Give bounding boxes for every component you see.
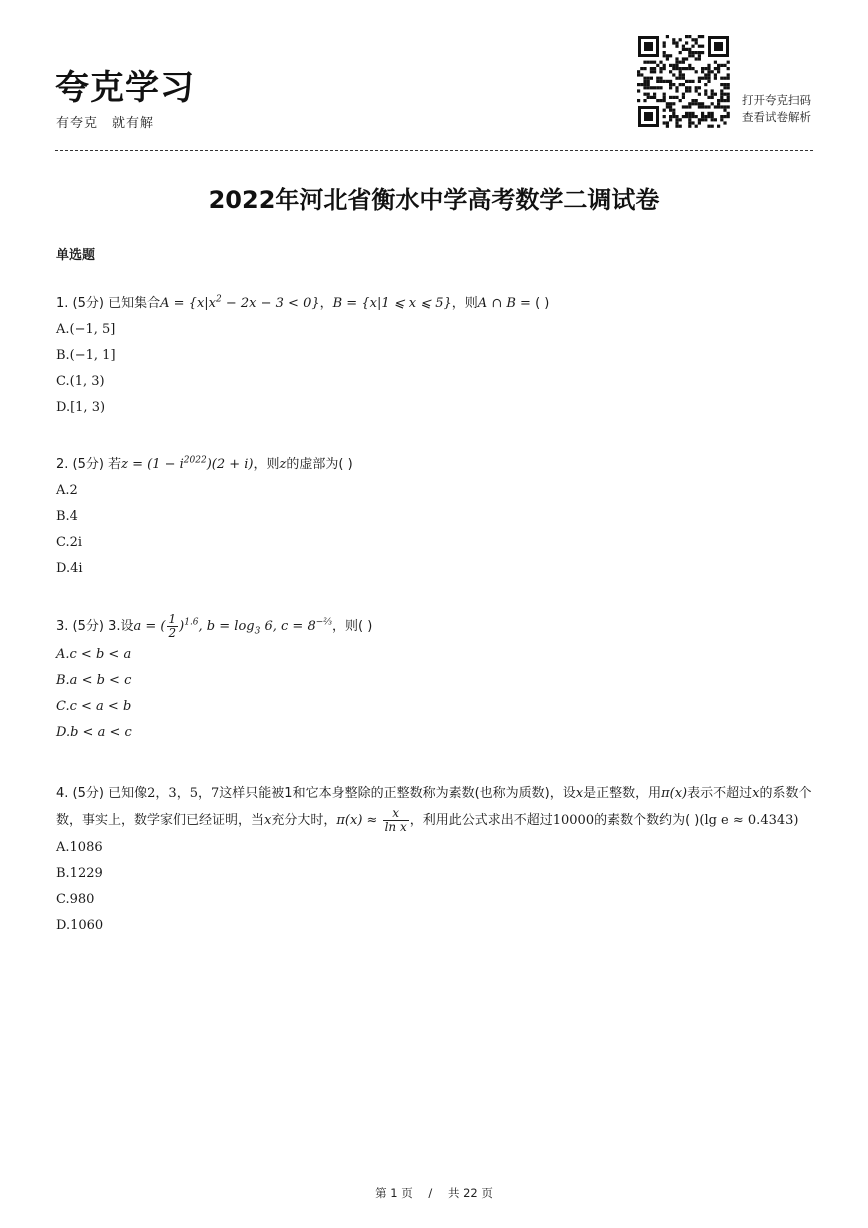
math-expr: a = ( $\frac{1}{2}$ )$^{1.6}$, $b = \log_3 6$, $c = 8^{-\frac{2}{3}}$ bbox=[133, 612, 332, 640]
qr-hint-line-1: 打开夸克扫码 bbox=[742, 93, 811, 107]
option-d[interactable]: D.1060 bbox=[56, 918, 104, 933]
stem-text: 这样只能被1和它本身整除的正整数称为素数(也称为质数)，设 bbox=[219, 786, 576, 801]
page-title: 2022年河北省衡水中学高考数学二调试卷 bbox=[208, 186, 660, 214]
math-expr: 5 bbox=[189, 786, 198, 801]
question-number: 1. bbox=[56, 296, 69, 311]
question-4 bbox=[56, 780, 816, 938]
question-stem bbox=[56, 612, 816, 642]
question-1 bbox=[56, 291, 816, 421]
page-footer bbox=[0, 1185, 868, 1201]
math-expr: π(x) ≈ bbox=[336, 813, 382, 828]
math-expr: x bbox=[752, 786, 760, 801]
math-expr: $z = (1 - i^{2022})(2 + i)$ bbox=[121, 455, 254, 472]
option-b[interactable]: B.(−1, 1] bbox=[56, 348, 116, 363]
header-divider bbox=[55, 150, 813, 151]
option-b[interactable]: B.4 bbox=[56, 509, 78, 524]
page-total: 共 22 页 bbox=[447, 1186, 493, 1200]
math-expr: $A = \{x|x^2 - 2x - 3 < 0\}$ bbox=[160, 294, 320, 311]
question-stem bbox=[56, 452, 816, 478]
page-separator: / bbox=[428, 1186, 433, 1200]
option-a[interactable]: A.1086 bbox=[56, 840, 103, 855]
stem-text: 已知像 bbox=[108, 786, 148, 801]
slogan bbox=[56, 112, 168, 131]
brand-logo-text: 夸克学习 bbox=[55, 68, 195, 108]
question-number: 3. bbox=[56, 619, 69, 634]
question-2 bbox=[56, 452, 816, 582]
question-number: 2. bbox=[56, 457, 69, 472]
math-expr: x bbox=[264, 813, 272, 828]
stem-text: 的系数个数，事实上，数学家们已经证明，当 bbox=[56, 786, 812, 828]
stem-text: 充分大时， bbox=[271, 813, 337, 828]
qr-hint bbox=[742, 92, 811, 126]
math-expr: 10000 bbox=[552, 813, 595, 828]
fraction: $\frac{x}{\text{ln x}}$ bbox=[384, 806, 407, 834]
math-expr: B = {x|1 ⩽ x ⩽ 5} bbox=[332, 296, 452, 311]
fraction: $\frac{1}{2}$ bbox=[168, 612, 177, 640]
stem-text: ，利用此公式求出不超过 bbox=[409, 813, 553, 828]
stem-text: ( ) bbox=[535, 296, 550, 311]
question-score: (5分) bbox=[72, 619, 104, 634]
question-number: 4. bbox=[56, 786, 69, 801]
slogan-part-1: 有夸克 bbox=[56, 116, 99, 131]
question-3 bbox=[56, 612, 816, 746]
math-expr: 3 bbox=[168, 786, 177, 801]
section-heading: 单选题 bbox=[56, 248, 96, 263]
stem-text: ， bbox=[319, 296, 333, 311]
qr-hint-line-2: 查看试卷解析 bbox=[742, 110, 811, 124]
option-d[interactable]: D.4i bbox=[56, 561, 83, 576]
option-a[interactable]: A.(−1, 5] bbox=[56, 322, 116, 337]
stem-text: 是正整数，用 bbox=[583, 786, 662, 801]
option-b[interactable]: B.1229 bbox=[56, 866, 103, 881]
stem-text: ，则 bbox=[451, 296, 478, 311]
question-score: (5分) bbox=[72, 457, 104, 472]
question-stem bbox=[56, 291, 816, 317]
stem-text: 表示不超过 bbox=[687, 786, 753, 801]
option-c[interactable]: C.c < a < b bbox=[56, 699, 132, 714]
math-expr: z bbox=[279, 457, 287, 472]
option-d[interactable]: D.b < a < c bbox=[56, 725, 132, 740]
math-expr: π(x) bbox=[661, 786, 688, 801]
option-c[interactable]: C.980 bbox=[56, 892, 95, 907]
question-score: (5分) bbox=[72, 296, 104, 311]
stem-text: ， bbox=[176, 786, 190, 801]
slogan-part-2: 就有解 bbox=[112, 116, 155, 131]
math-expr: 7 bbox=[211, 786, 220, 801]
qr-code-icon[interactable] bbox=[636, 34, 731, 129]
math-expr: 2 bbox=[147, 786, 156, 801]
stem-text: 若 bbox=[108, 457, 122, 472]
stem-text: 的素数个数约为( ) bbox=[594, 813, 700, 828]
math-expr: x bbox=[575, 786, 584, 801]
option-a[interactable]: A.c < b < a bbox=[56, 647, 132, 662]
stem-text: ，则( ) bbox=[332, 619, 373, 634]
option-a[interactable]: A.2 bbox=[56, 483, 78, 498]
option-d[interactable]: D.[1, 3) bbox=[56, 400, 106, 415]
stem-text: ， bbox=[155, 786, 169, 801]
stem-text: ，则 bbox=[253, 457, 280, 472]
question-stem bbox=[56, 780, 816, 834]
option-b[interactable]: B.a < b < c bbox=[56, 673, 132, 688]
math-expr: A ∩ B = bbox=[477, 296, 536, 311]
question-score: (5分) bbox=[72, 786, 104, 801]
math-expr: (lg e ≈ 0.4343) bbox=[699, 813, 799, 828]
page-number: 第 1 页 bbox=[375, 1186, 413, 1200]
option-c[interactable]: C.(1, 3) bbox=[56, 374, 105, 389]
stem-text: 已知集合 bbox=[108, 296, 161, 311]
stem-text: 的虚部为( ) bbox=[286, 457, 353, 472]
option-c[interactable]: C.2i bbox=[56, 535, 83, 550]
stem-text: 3.设 bbox=[108, 619, 134, 634]
stem-text: ， bbox=[198, 786, 212, 801]
